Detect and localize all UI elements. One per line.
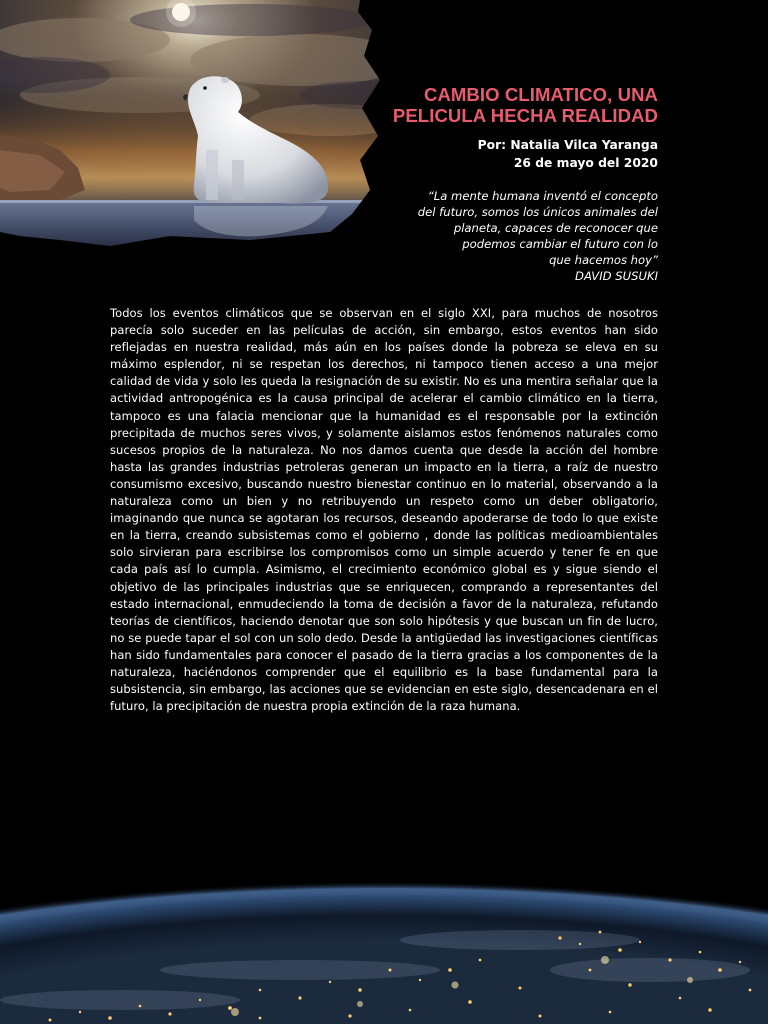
article-title-line-2: PELICULA HECHA REALIDAD	[392, 105, 658, 126]
article-title-line-1: CAMBIO CLIMATICO, UNA	[423, 84, 658, 105]
quote-line: que hacemos hoy”	[549, 253, 658, 267]
epigraph-quote	[368, 188, 658, 284]
quote-line: podemos cambiar el futuro con lo	[462, 237, 658, 251]
article-body: Todos los eventos climáticos que se observan en el siglo XXI, para muchos de nosotros parecía solo suceder en las películas de acción, sin embargo, estos eventos han sido reflejadas en nuestra realidad, más aún en los países donde la pobreza se eleva en su máximo esplendor, ni se respetan los derechos, ni tampoco tienen acceso a una mejor calidad de vida y solo les queda la resignación de su existir. No es una mentira señalar que la actividad antropogénica es la causa principal de acelerar el cambio climático en la tierra, tampoco es una falacia mencionar que la humanidad es el responsable por la extinción precipitada de muchos seres vivos, y solamente aislamos estos fenómenos naturales como sucesos propios de la naturaleza. No nos damos cuenta que desde la acción del hombre hasta las grandes industrias petroleras generan un impacto en la tierra, a raíz de nuestro consumismo excesivo, buscando nuestro bienestar continuo en lo material, observando a la naturaleza como un bien y no retribuyendo un respeto como un deber obligatorio, imaginando que nunca se agotaran los recursos, deseando apoderarse de todo lo que existe en la tierra, creando subsistemas como el gobierno , donde las políticas medioambientales solo sirvieran para escribirse los compromisos como un simple acuerdo y tener fe en que cada país así lo cumpla. Asimismo, el crecimiento económico global es y sigue siendo el objetivo de las principales industrias que se enriquecen, comprando a representantes del estado internacional, enmudeciendo la toma de decisión a favor de la naturaleza, refutando teorías de científicos, haciendo denotar que son solo hipótesis y que buscan un fin de lucro, no se puede tapar el sol con un solo dedo. Desde la antigüedad las investigaciones científicas han sido fundamentales para conocer el pasado de la tierra gracias a los componentes de la naturaleza, haciéndonos comprender que el equilibrio es la base fundamental para la subsistencia, sin embargo, las acciones que se evidencian en este siglo, desencadenara en el futuro, la precipitación de nuestra propia extinción de la raza humana.	[110, 306, 658, 714]
quote-line: del futuro, somos los únicos animales del	[417, 205, 658, 219]
quote-line: “La mente humana inventó el concepto	[427, 189, 658, 203]
article-title	[318, 84, 658, 126]
earth-from-space-image	[0, 820, 768, 1024]
polar-bear-illustration	[0, 0, 390, 255]
quote-author: DAVID SUSUKI	[575, 269, 658, 283]
byline	[358, 136, 658, 172]
publication-date: 26 de mayo del 2020	[513, 156, 658, 170]
quote-line: planeta, capaces de reconocer que	[453, 221, 658, 235]
author-name: Por: Natalia Vilca Yaranga	[477, 138, 658, 152]
